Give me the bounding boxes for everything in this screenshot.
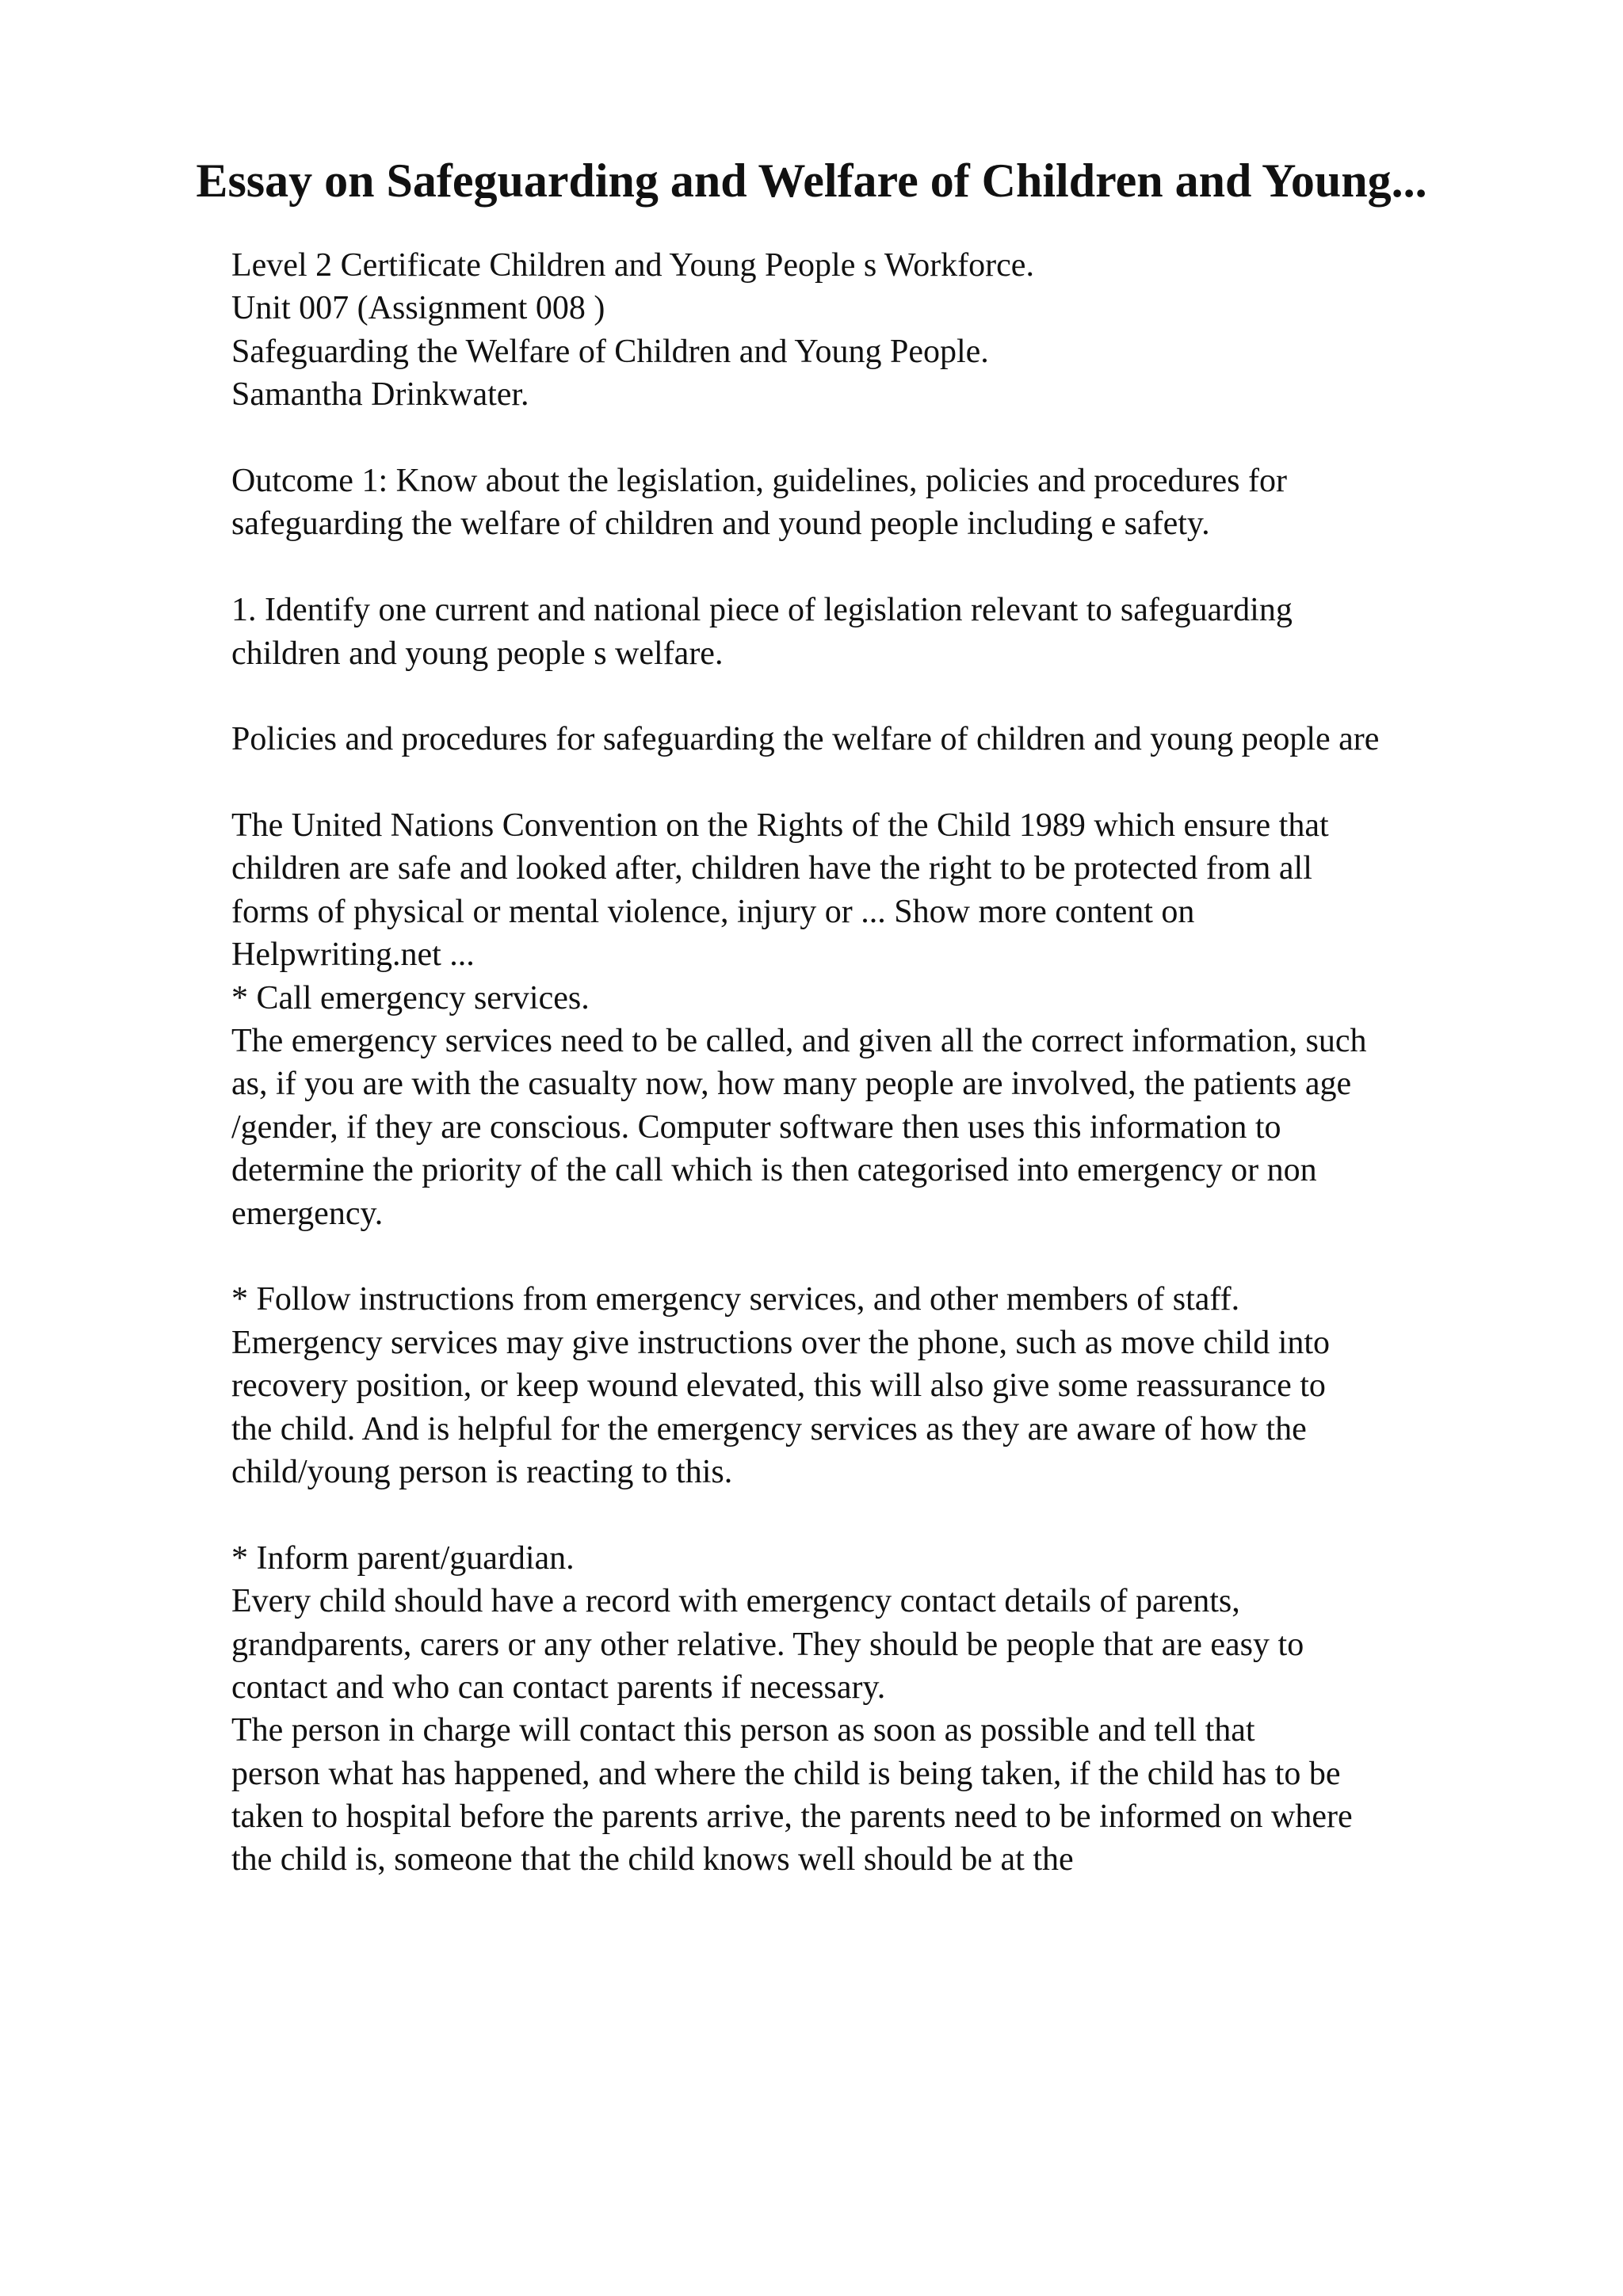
paragraph-line: contact and who can contact parents if necessary.	[231, 1669, 886, 1706]
outcome-paragraph	[231, 460, 1594, 546]
paragraph-line: The United Nations Convention on the Rights of the Child 1989 which ensure that	[231, 807, 1329, 845]
policies-paragraph	[231, 718, 1594, 761]
paragraph-line: safeguarding the welfare of children and yound people including e safety.	[231, 505, 1210, 543]
header-line: Level 2 Certificate Children and Young People s Workforce.	[231, 247, 1034, 284]
paragraph-line: The emergency services need to be called, and given all the correct information, such	[231, 1023, 1367, 1060]
paragraph-gap	[231, 417, 1594, 460]
paragraph-gap	[231, 761, 1594, 804]
paragraph-line: as, if you are with the casualty now, how many people are involved, the patients age	[231, 1066, 1352, 1103]
paragraph-line: Policies and procedures for safeguarding the welfare of children and young people are	[231, 721, 1380, 758]
document-title: Essay on Safeguarding and Welfare of Children and Young...	[196, 154, 1427, 207]
paragraph-line: person what has happened, and where the child is being taken, if the child has to be	[231, 1755, 1341, 1792]
paragraph-line: The person in charge will contact this person as soon as possible and tell that	[231, 1712, 1255, 1749]
paragraph-line: forms of physical or mental violence, injury or ... Show more content on	[231, 893, 1195, 930]
paragraph-line: grandparents, carers or any other relative. They should be people that are easy to	[231, 1626, 1304, 1663]
paragraph-line: the child. And is helpful for the emergency services as they are aware of how the	[231, 1410, 1307, 1447]
header-block	[231, 244, 1594, 417]
paragraph-line: Outcome 1: Know about the legislation, guidelines, policies and procedures for	[231, 462, 1288, 499]
paragraph-line: Every child should have a record with emergency contact details of parents,	[231, 1583, 1240, 1620]
paragraph-line: determine the priority of the call which is then categorised into emergency or non	[231, 1152, 1317, 1189]
paragraph-line: /gender, if they are conscious. Computer software then uses this information to	[231, 1108, 1281, 1146]
un-convention-paragraph	[231, 804, 1594, 1235]
paragraph-gap	[231, 546, 1594, 589]
paragraph-line: Helpwriting.net ...	[231, 936, 475, 974]
paragraph-line: 1. Identify one current and national piece of legislation relevant to safeguarding	[231, 592, 1293, 629]
paragraph-line: * Inform parent/guardian.	[231, 1539, 575, 1577]
document-body	[231, 244, 1594, 1882]
header-line: Safeguarding the Welfare of Children and Young People.	[231, 333, 989, 370]
header-line: Samantha Drinkwater.	[231, 376, 529, 414]
paragraph-line: recovery position, or keep wound elevated, this will also give some reassurance to	[231, 1367, 1326, 1405]
follow-instructions-paragraph	[231, 1278, 1594, 1493]
question-paragraph	[231, 589, 1594, 675]
paragraph-line: * Follow instructions from emergency services, and other members of staff.	[231, 1281, 1240, 1318]
paragraph-line: taken to hospital before the parents arrive, the parents need to be informed on where	[231, 1798, 1353, 1836]
paragraph-line: Emergency services may give instructions over the phone, such as move child into	[231, 1324, 1331, 1361]
paragraph-line: the child is, someone that the child knows well should be at the	[231, 1841, 1074, 1878]
inform-parent-paragraph	[231, 1537, 1594, 1882]
paragraph-line: child/young person is reacting to this.	[231, 1453, 733, 1490]
paragraph-gap	[231, 675, 1594, 718]
paragraph-gap	[231, 1493, 1594, 1536]
header-line: Unit 007 (Assignment 008 )	[231, 290, 605, 327]
paragraph-gap	[231, 1235, 1594, 1278]
paragraph-line: * Call emergency services.	[231, 979, 590, 1016]
paragraph-line: emergency.	[231, 1195, 384, 1232]
paragraph-line: children are safe and looked after, children have the right to be protected from all	[231, 850, 1312, 887]
paragraph-line: children and young people s welfare.	[231, 635, 724, 672]
